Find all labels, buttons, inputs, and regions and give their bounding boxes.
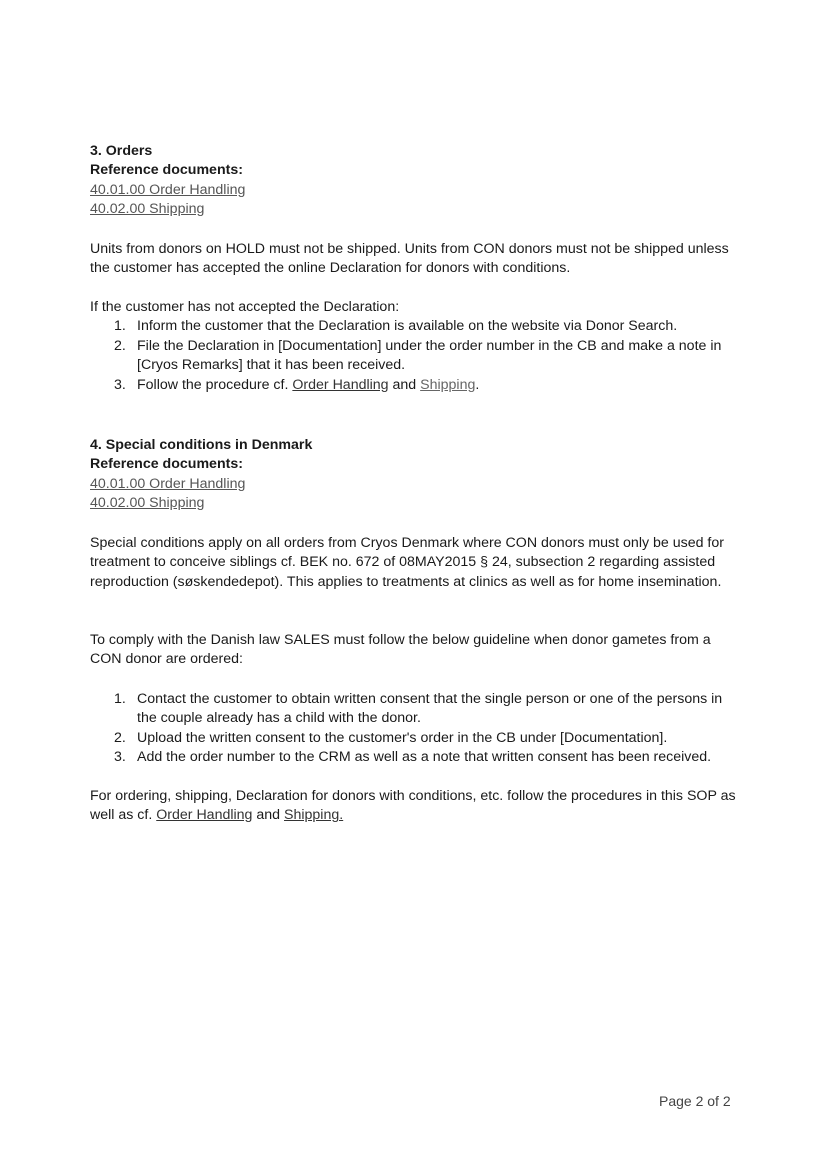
order-handling-inline-link[interactable]: Order Handling [156, 807, 253, 824]
order-handling-link[interactable]: 40.01.00 Order Handling [90, 181, 246, 198]
closing-text: For ordering, shipping, Declaration for donors with conditions, etc. follow the procedures in this SOP as well as cf. [90, 788, 736, 824]
reference-heading: Reference documents: [90, 162, 243, 179]
section-heading: 4. Special conditions in Denmark [90, 437, 313, 453]
list-number: 3. [114, 749, 126, 766]
shipping-link[interactable]: 40.02.00 Shipping [90, 495, 205, 512]
special-steps-list [90, 690, 740, 768]
paragraph-text: Units from donors on HOLD must not be shipped. Units from CON donors must not be shipped unless the customer has accepted the online Declaration for donors with conditions. [90, 241, 729, 277]
list-item-text: File the Declaration in [Documentation] under the order number in the CB and make a note in [Cryos Remarks] that it has been received. [137, 337, 722, 374]
page-number: Page 2 of 2 [659, 1093, 731, 1109]
shipping-link[interactable]: 40.02.00 Shipping [90, 201, 205, 218]
list-item-text: Inform the customer that the Declaration is available on the website via Donor Search. [137, 318, 678, 335]
paragraph-text: If the customer has not accepted the Declaration: [90, 299, 400, 315]
list-item [90, 337, 740, 376]
section-special-conditions [90, 436, 740, 514]
list-item [90, 748, 740, 767]
list-item [90, 376, 740, 395]
list-number: 1. [114, 318, 126, 335]
paragraph-text: Special conditions apply on all orders from Cryos Denmark where CON donors must only be used for treatment to conceive siblings cf. BEK no. 672 of 08MAY2015 § 24, subsection 2 regarding assisted reproduction (søskendedepot). This applies to treatments at clinics as well as for home insemination. [90, 535, 724, 590]
closing-paragraph [90, 787, 740, 826]
list-item-text: Follow the procedure cf. [137, 376, 293, 393]
list-item-text: . [475, 376, 480, 393]
orders-steps-list [90, 317, 740, 395]
special-paragraph-1 [90, 534, 740, 592]
paragraph-text: To comply with the Danish law SALES must follow the below guideline when donor gametes from a CON donor are ordered: [90, 632, 711, 668]
list-item [90, 690, 740, 729]
section-heading: 3. Orders [90, 143, 153, 159]
orders-paragraph-1 [90, 240, 740, 279]
shipping-inline-link[interactable]: Shipping [420, 376, 476, 393]
list-item [90, 729, 740, 748]
special-steps [90, 690, 740, 768]
paragraph-text [90, 787, 740, 826]
order-handling-link[interactable]: 40.01.00 Order Handling [90, 475, 246, 492]
list-item-text: Contact the customer to obtain written consent that the single person or one of the persons in the couple already has a child with the donor. [137, 691, 723, 727]
special-paragraph-2 [90, 631, 740, 670]
list-item-text: and [388, 376, 421, 393]
list-item-text: Upload the written consent to the customer's order in the CB under [Documentation]. [137, 729, 668, 746]
reference-heading: Reference documents: [90, 456, 243, 473]
order-handling-inline-link[interactable]: Order Handling [292, 376, 389, 393]
list-number: 3. [114, 376, 126, 393]
list-number: 2. [114, 729, 126, 746]
closing-text: and [252, 807, 285, 824]
list-number: 1. [114, 691, 126, 707]
list-item-text: Add the order number to the CRM as well as a note that written consent has been received. [137, 749, 712, 766]
list-number: 2. [114, 337, 126, 354]
orders-paragraph-2 [90, 298, 740, 395]
section-orders [90, 142, 740, 220]
shipping-inline-link[interactable]: Shipping. [284, 807, 344, 824]
list-item [90, 317, 740, 336]
